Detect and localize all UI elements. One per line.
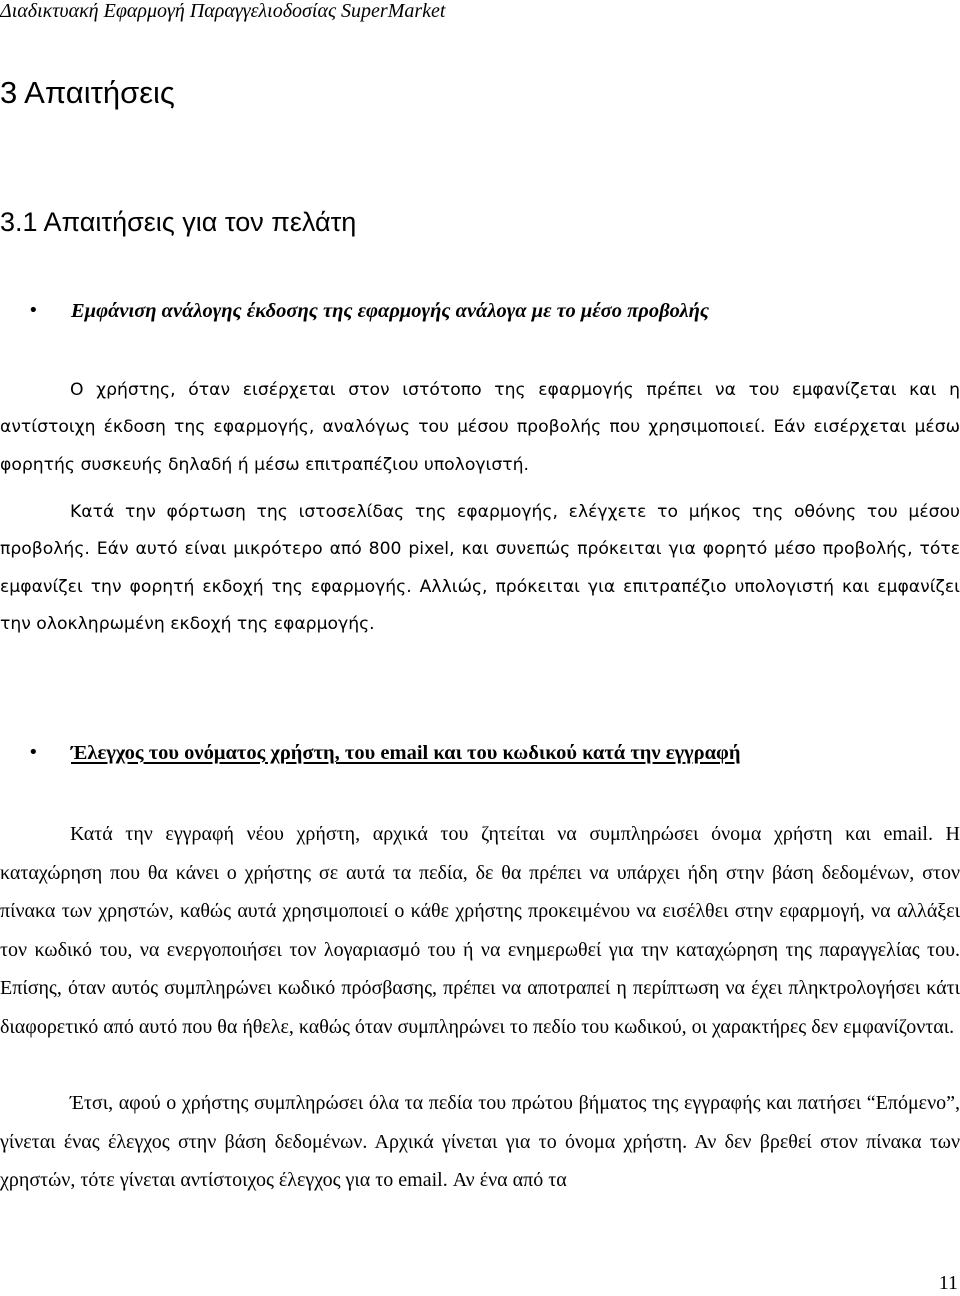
bullet-icon: • xyxy=(28,742,39,763)
bullet-title: Έλεγχος του ονόματος χρήστη, του email και του κωδικού κατά την εγγραφή xyxy=(71,742,741,764)
section-heading: 3 Απαιτήσεις xyxy=(0,75,175,110)
paragraph: Έτσι, αφού ο χρήστης συμπληρώσει όλα τα πεδία του πρώτου βήματος της εγγραφής και πατήσει “Επόμενο”, γίνεται ένας έλεγχος στην βάση δεδομένων. Αρχικά γίνεται για το όνομα χρήστη. Αν δεν βρεθεί στον πίνακα των χρηστών, τότε γίνεται αντίστοιχος έλεγχος για το email. Αν ένα από τα xyxy=(0,1092,960,1191)
paragraph: Κατά την φόρτωση της ιστοσελίδας της εφαρμογής, ελέγχετε το μήκος της οθόνης του μέσου προβολής. Εάν αυτό είναι μικρότερο από 800 pixel, και συνεπώς πρόκειται για φορητό μέσο προβολής, τότε εμφανίζει την φορητή εκδοχή της εφαρμογής. Αλλιώς, πρόκειται για επιτραπέζιο υπολογιστή και εμφανίζει την ολοκληρωμένη εκδοχή της εφαρμογής. xyxy=(0,502,960,634)
bullet-title: Εμφάνιση ανάλογης έκδοσης της εφαρμογής ανάλογα με το μέσο προβολής xyxy=(71,300,709,322)
subsection-heading: 3.1 Απαιτήσεις για τον πελάτη xyxy=(0,207,357,237)
page-number: 11 xyxy=(938,1272,958,1294)
paragraph: Κατά την εγγραφή νέου χρήστη, αρχικά του ζητείται να συμπληρώσει όνομα χρήστη και email. Η καταχώρηση που θα κάνει ο χρήστης σε αυτά τα πεδία, δε θα πρέπει να υπάρχει ήδη στην βάση δεδομένων, στον πίνακα των χρηστών, καθώς αυτά χρησιμοποιεί ο κάθε χρήστης προκειμένου να εισέλθει στην εφαρμογή, να αλλάξει τον κωδικό του, να ενεργοποιήσει τον λογαριασμό του ή να ενημερωθεί για την καταχώρηση της παραγγελίας του. Επίσης, όταν αυτός συμπληρώνει κωδικό πρόσβασης, πρέπει να αποτραπεί η περίπτωση να έχει πληκτρολογήσει κάτι διαφορετικό από αυτό που θα ήθελε, καθώς όταν συμπληρώνει το πεδίο του κωδικού, οι χαρακτήρες δεν εμφανίζονται. xyxy=(0,823,960,1038)
paragraph: Ο χρήστης, όταν εισέρχεται στον ιστότοπο της εφαρμογής πρέπει να του εμφανίζεται και η αντίστοιχη έκδοση της εφαρμογής, αναλόγως του μέσου προβολής που χρησιμοποιεί. Εάν εισέρχεται μέσω φορητής συσκευής δηλαδή ή μέσω επιτραπέζιου υπολογιστή. xyxy=(0,380,960,475)
running-header: Διαδικτυακή Εφαρμογή Παραγγελιοδοσίας SuperMarket xyxy=(0,0,446,22)
bullet-icon: • xyxy=(28,300,39,321)
